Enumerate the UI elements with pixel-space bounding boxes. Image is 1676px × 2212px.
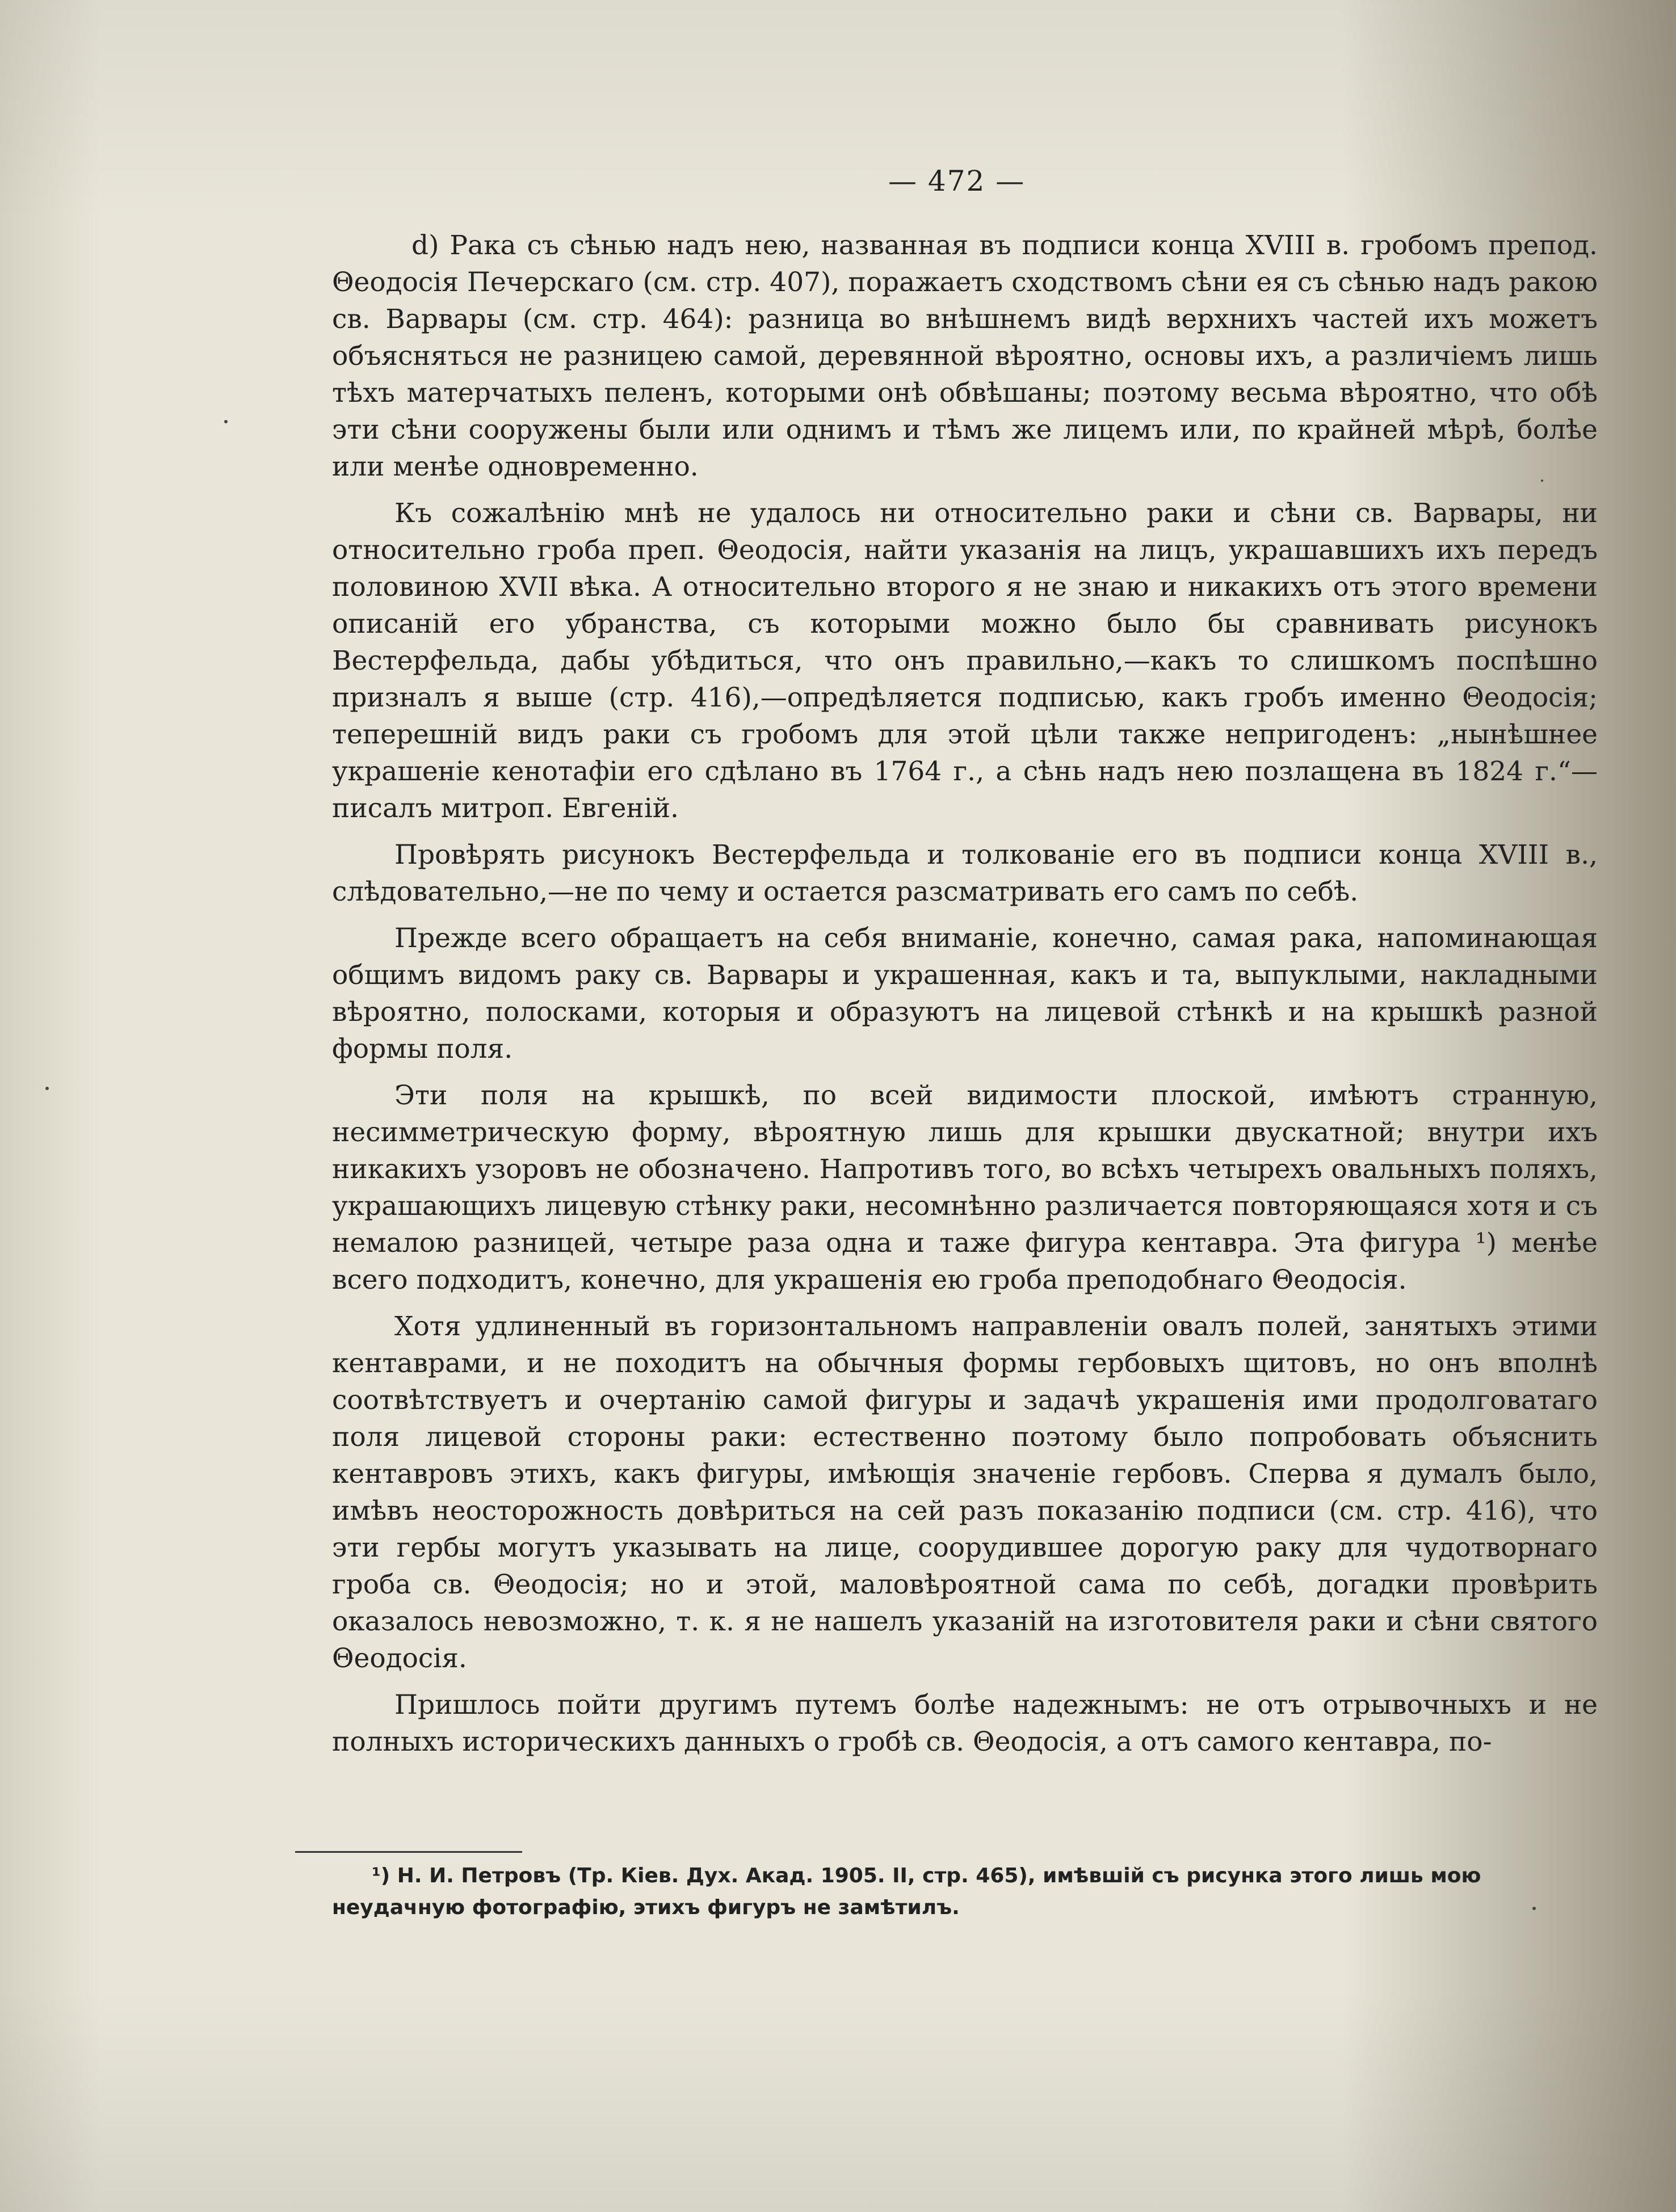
paragraph-5: Эти поля на крышкѣ, по всей видимости плоской, имѣютъ странную, несимметрическую форму, вѣроятную лишь для крышки двускатной; внутри ихъ никакихъ узоровъ не обозначено. Напротивъ того, во всѣхъ четырехъ овальныхъ поляхъ, украшающихъ лицевую стѣнку раки, несомнѣнно различается повторяющаяся хотя и съ немалою разницей, четыре раза одна и таже фигура кентавра. Эта фигура ¹) менѣе всего подходитъ, конечно, для украшенія ею гроба преподобнаго Θеодосія. — [332, 1080, 1598, 1296]
paragraph-3: Провѣрять рисунокъ Вестерфельда и толкованіе его въ подписи конца XVIII в., слѣдовательно,—не по чему и остается разсматривать его самъ по себѣ. — [332, 839, 1598, 907]
page-number: — 472 — — [888, 165, 1026, 197]
paragraph-1: d) Рака съ сѣнью надъ нею, названная въ подписи конца XVIII в. гробомъ препод. Θеодосія Печерскаго (см. стр. 407), поражаетъ сходствомъ сѣни ея съ сѣнью надъ ракою св. Варвары (см. стр. 464): разница во внѣшнемъ видѣ верхнихъ частей ихъ можетъ объясняться не разницею самой, деревянной вѣроятно, основы ихъ, а различіемъ лишь тѣхъ матерчатыхъ пеленъ, которыми онѣ обвѣшаны; поэтому весьма вѣроятно, что обѣ эти сѣни сооружены были или однимъ и тѣмъ же лицемъ или, по крайней мѣрѣ, болѣе или менѣе одновременно. — [332, 230, 1598, 482]
paragraph-6: Хотя удлиненный въ горизонтальномъ направленіи овалъ полей, занятыхъ этими кентаврами, и не походитъ на обычныя формы гербовыхъ щитовъ, но онъ вполнѣ соотвѣтствуетъ и очертанію самой фигуры и задачѣ украшенія ими продолговатаго поля лицевой стороны раки: естественно поэтому было попробовать объяснить кентавровъ этихъ, какъ фигуры, имѣющія значеніе гербовъ. Сперва я думалъ было, имѣвъ неосторожность довѣриться на сей разъ показанію подписи (см. стр. 416), что эти гербы могутъ указывать на лице, соорудившее дорогую раку для чудотворнаго гроба св. Θеодосія; но и этой, маловѣроятной сама по себѣ, догадки провѣрить оказалось невозможно, т. к. я не нашелъ указаній на изготовителя раки и сѣни святого Θеодосія. — [332, 1311, 1598, 1674]
paragraph-4: Прежде всего обращаетъ на себя вниманіе, конечно, самая рака, напоминающая общимъ видомъ раку св. Варвары и украшенная, какъ и та, выпуклыми, накладными вѣроятно, полосками, которыя и образуютъ на лицевой стѣнкѣ и на крышкѣ разной формы поля. — [332, 923, 1598, 1065]
paragraph-7: Пришлось пойти другимъ путемъ болѣе надежнымъ: не отъ отрывочныхъ и не полныхъ историческихъ данныхъ о гробѣ св. Θеодосія, а отъ самого кентавра, по- — [332, 1689, 1598, 1757]
footnote-divider — [295, 1851, 522, 1853]
paragraph-2: Къ сожалѣнію мнѣ не удалось ни относительно раки и сѣни св. Варвары, ни относительно гроба преп. Θеодосія, найти указанія на лицъ, украшавшихъ ихъ передъ половиною XVII вѣка. А относительно второго я не знаю и никакихъ отъ этого времени описаній его убранства, съ которыми можно было бы сравнивать рисунокъ Вестерфельда, дабы убѣдиться, что онъ правильно,—какъ то слишкомъ поспѣшно призналъ я выше (стр. 416),—опредѣляется подписью, какъ гробъ именно Θеодосія; теперешній видъ раки съ гробомъ для этой цѣли также непригоденъ: „нынѣшнее украшеніе кенотафіи его сдѣлано въ 1764 г., а сѣнь надъ нею позлащена въ 1824 г.“— писалъ митроп. Евгеній. — [332, 498, 1598, 824]
scan-speck — [1541, 480, 1543, 482]
body-text — [332, 227, 1598, 1770]
scan-speck — [45, 1087, 49, 1090]
footnote: ¹) Н. И. Петровъ (Тр. Кіев. Дух. Акад. 1905. II, стр. 465), имѣвшій съ рисунка этого лишь мою неудачную фотографію, этихъ фигуръ не замѣтилъ. — [332, 1864, 1481, 1919]
scan-speck — [224, 420, 228, 423]
scan-speck — [1532, 1907, 1536, 1910]
